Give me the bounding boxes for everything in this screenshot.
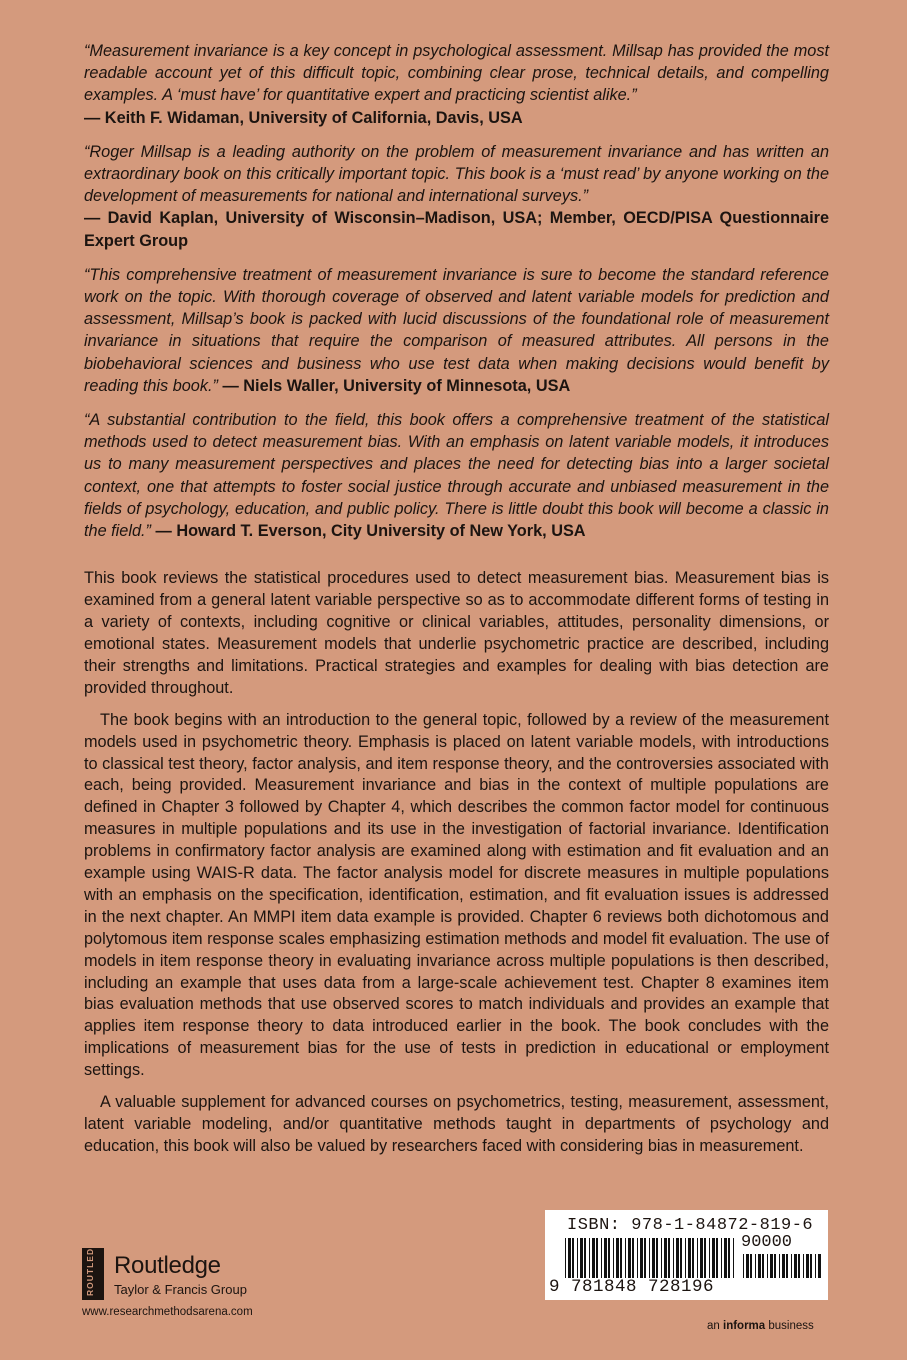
barcode-bar (803, 1254, 804, 1278)
barcode-bar (565, 1238, 566, 1278)
barcode-bar (791, 1254, 792, 1278)
endorsement-quote (84, 141, 829, 252)
quote-attribution: — David Kaplan, University of Wisconsin–Madison, USA; Member, OECD/PISA Questionnaire Expert Group (84, 209, 829, 250)
barcode-bar (584, 1238, 586, 1278)
isbn-barcode (545, 1210, 828, 1300)
barcode-bar (577, 1238, 578, 1278)
barcode-bar (644, 1238, 646, 1278)
barcode-bar (733, 1238, 734, 1278)
ean-digits: 9 781848 728196 (549, 1277, 715, 1297)
barcode-bar (685, 1238, 686, 1278)
quote-text: “Roger Millsap is a leading authority on the problem of measurement invariance and has written an extraordinary book on this critically important topic. This book is a ‘must read’ by anyone working on the development of measurements for national and international surveys.” (84, 142, 829, 206)
publisher-name: Routledge (114, 1252, 221, 1279)
barcode-bar (712, 1238, 715, 1278)
description-paragraph: A valuable supplement for advanced courses on psychometrics, testing, measurement, assessment, latent variable modeling, and/or quantitative methods taught in departments of psychology and education, this book will also be valued by researchers faced with considering bias in measurement. (84, 1093, 829, 1155)
barcode-bar (700, 1238, 703, 1278)
barcode-bar (798, 1254, 800, 1278)
back-cover-content (84, 40, 829, 1168)
barcode-bar (628, 1238, 631, 1278)
quote-text: “A substantial contribution to the field, this book offers a comprehensive treatment of the statistical methods used to detect measurement bias. With an emphasis on latent variable models, it introduces us to many measurement perspectives and places the need for detecting bias into a larger societal context, one that attempts to foster social justice through accurate and unbiased measurement in the fields of psychology, education, and public policy. There is little doubt this book will become a classic in the field.” (84, 411, 829, 541)
barcode-bar (661, 1238, 662, 1278)
barcode-bar (664, 1238, 667, 1278)
barcode-bar (652, 1238, 655, 1278)
barcode-bar (616, 1238, 619, 1278)
price-code: 90000 (741, 1233, 793, 1252)
barcode-bar (589, 1238, 590, 1278)
informa-tagline: an informa business (707, 1320, 814, 1332)
barcode-bar (608, 1238, 610, 1278)
barcode-bar (806, 1254, 809, 1278)
endorsement-quote (84, 264, 829, 397)
barcode-bar (770, 1254, 773, 1278)
endorsement-quote (84, 409, 829, 542)
barcode-bar (709, 1238, 710, 1278)
description-paragraph: The book begins with an introduction to the general topic, followed by a review of the measurement models used in psychometric theory. Emphasis is placed on latent variable models, with introductions to classical test theory, factor analysis, and item response theory, and the controversies associated with each, being provided. Measurement invariance and bias in the context of multiple populations are defined in Chapter 3 followed by Chapter 4, which describes the common factor model for continuous measures in multiple populations and its use in the investigation of factorial invariance. Identification problems in confirmatory factor analysis are examined along with estimation and fit evaluation and an example using WAIS-R data. The factor analysis model for discrete measures in multiple populations with an emphasis on the specification, identification, estimation, and fit evaluation issues is addressed in the next chapter. An MMPI item data example is provided. Chapter 6 reviews both dichotomous and polytomous item response scales emphasizing estimation methods and model fit evaluation. The use of models in item response theory in evaluating invariance across multiple populations is then described, including an example that uses data from a large-scale achievement test. Chapter 8 examines item bias evaluation methods that use observed scores to match individuals and provides an example that applies item response theory to data introduced earlier in the book. The book concludes with the implications of measurement bias for the use of tests in prediction in educational or employment settings. (84, 710, 829, 1080)
barcode-bar (656, 1238, 658, 1278)
barcode-bar (758, 1254, 761, 1278)
barcode-bar (810, 1254, 812, 1278)
barcode-bar (692, 1238, 694, 1278)
barcode-bar (774, 1254, 776, 1278)
barcode-bar (794, 1254, 797, 1278)
routledge-logo-icon: ROUTLEDGE (82, 1248, 104, 1300)
barcode-bar (620, 1238, 622, 1278)
barcode-bar (724, 1238, 727, 1278)
barcode-bar (668, 1238, 670, 1278)
barcode-bar (750, 1254, 752, 1278)
barcode-bar (592, 1238, 595, 1278)
quote-text: “This comprehensive treatment of measurement invariance is sure to become the standard reference work on the topic. With thorough coverage of observed and latent variable models for prediction and assessment, Millsap’s book is packed with lucid discussions of the foundational role of measurement invariance in situations that require the comparison of measured attributes. All persons in the biobehavioral sciences and business who use test data when making decisions would benefit by reading this book.” (84, 265, 829, 395)
barcode-bar (673, 1238, 674, 1278)
barcode-bar (680, 1238, 682, 1278)
barcode-bar (743, 1254, 744, 1278)
barcode-bar (815, 1254, 816, 1278)
publisher-group: Taylor & Francis Group (114, 1282, 247, 1297)
barcode-bar (637, 1238, 638, 1278)
barcode-bar (721, 1238, 722, 1278)
barcode-bar (572, 1238, 574, 1278)
barcode-bar (596, 1238, 598, 1278)
barcode-bar (676, 1238, 679, 1278)
barcode-bar (782, 1254, 785, 1278)
barcode-bar (728, 1238, 730, 1278)
barcode-bar (704, 1238, 706, 1278)
description-paragraph: This book reviews the statistical procedures used to detect measurement bias. Measurement bias is examined from a general latent variable perspective so as to accommodate different forms of testing in a variety of contexts, including cognitive or clinical variables, attitudes, personality dimensions, or emotional states. Measurement models that underlie psychometric practice are described, including their strengths and limitations. Practical strategies and examples for dealing with bias detection are provided throughout. (84, 569, 829, 697)
quote-text: “Measurement invariance is a key concept in psychological assessment. Millsap has provided the most readable account yet of this difficult topic, combining clear prose, technical details, and compelling examples. A ‘must have’ for quantitative expert and practicing scientist alike.” (84, 42, 829, 105)
barcode-bar (632, 1238, 634, 1278)
barcode-bar (716, 1238, 718, 1278)
barcode-bar (762, 1254, 764, 1278)
barcode-bar (767, 1254, 768, 1278)
barcode-bar (640, 1238, 643, 1278)
barcode-bar (568, 1238, 571, 1278)
barcode-bar (625, 1238, 626, 1278)
isbn-label: ISBN: 978-1-84872-819-6 (567, 1216, 814, 1235)
barcode-bar (604, 1238, 607, 1278)
barcode-bar (786, 1254, 788, 1278)
publisher-url[interactable]: www.researchmethodsarena.com (82, 1306, 253, 1318)
barcode-bar (818, 1254, 821, 1278)
quote-attribution: — Niels Waller, University of Minnesota, USA (222, 376, 571, 395)
endorsement-quote (84, 40, 829, 129)
barcode-bar (601, 1238, 602, 1278)
barcode-bar (746, 1254, 749, 1278)
quote-attribution: — Keith F. Widaman, University of California, Davis, USA (84, 108, 523, 127)
barcode-bar (580, 1238, 583, 1278)
barcode-bar (697, 1238, 698, 1278)
barcode-bar (755, 1254, 756, 1278)
barcode-bar (688, 1238, 691, 1278)
quote-attribution: — Howard T. Everson, City University of New York, USA (155, 522, 586, 541)
barcode-bar (613, 1238, 614, 1278)
barcode-bar (779, 1254, 780, 1278)
barcode-bar (649, 1238, 650, 1278)
